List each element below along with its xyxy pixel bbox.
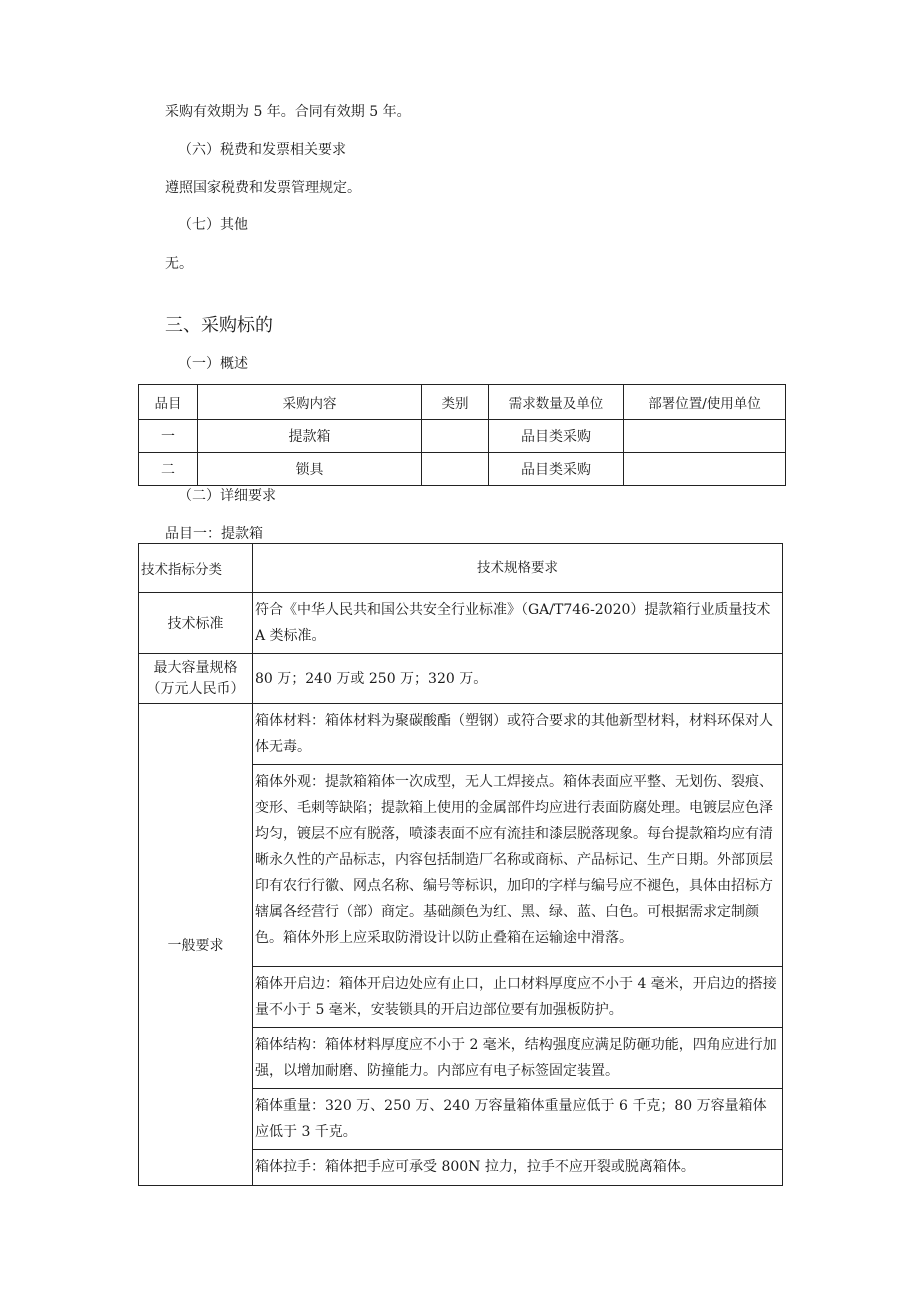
general-requirement-weight: 箱体重量：320 万、250 万、240 万容量箱体重量应低于 6 千克；80 万容量箱体应低于 3 千克。 <box>253 1089 783 1150</box>
header-content: 采购内容 <box>198 385 422 420</box>
general-requirement-handle: 箱体拉手：箱体把手应可承受 800N 拉力，拉手不应开裂或脱离箱体。 <box>253 1150 783 1186</box>
text-tech-standard: 符合《中华人民共和国公共安全行业标准》（GA/​T746-2020）提款箱行业质量技术A 类标准。 <box>253 593 783 654</box>
spec-header-row <box>139 544 783 593</box>
table-row <box>139 704 783 765</box>
validity-paragraph: 采购有效期为 5 年。合同有效期 5 年。 <box>165 104 411 120</box>
cell-quantity: 品目类采购 <box>489 420 624 453</box>
other-paragraph: 无。 <box>165 256 193 272</box>
general-requirement-structure: 箱体结构：箱体材料厚度应不小于 2 毫米，结构强度应满足防砸功能，四角应进行加强，以增加耐磨、防撞能力。内部应有电子标签固定装置。 <box>253 1028 783 1089</box>
header-category: 类别 <box>422 385 489 420</box>
cell-item: 二 <box>139 453 198 486</box>
header-item: 品目 <box>139 385 198 420</box>
header-indicator-category: 技术指标分类 <box>139 544 253 593</box>
general-requirement-appearance: 箱体外观：提款箱箱体一次成型，无人工焊接点。箱体表面应平整、无划伤、裂痕、变形、毛刺等缺陷；提款箱上使用的金属部件均应进行表面防腐处理。电镀层应色泽均匀，镀层不应有脱落，喷漆表面不应有流挂和漆层脱落现象。每台提款箱均应有清晰永久性的产品标志，内容包括制造厂名称或商标、产品标记、生产日期。外部顶层印有农行行徽、网点名称、编号等标识，加印的字样与编号应不褪色，具体由招标方辖属各经营行（部）商定。基础颜色为红、黑、绿、蓝、白色。可根据需求定制颜色。箱体外形上应采取防滑设计以防止叠箱在运输途中滑落。 <box>253 765 783 967</box>
cell-item: 一 <box>139 420 198 453</box>
header-quantity: 需求数量及单位 <box>489 385 624 420</box>
general-requirement-material: 箱体材料：箱体材料为聚碳酸酯（塑钢）或符合要求的其他新型材料，材料环保对人体无毒。 <box>253 704 783 765</box>
cell-location <box>624 453 786 486</box>
heading-tax-invoice: （六）税费和发票相关要求 <box>178 142 346 158</box>
general-requirement-opening-edge: 箱体开启边：箱体开启边处应有止口，止口材料厚度应不小于 4 毫米，开启边的搭接量不小于 5 毫米，安装锁具的开启边部位要有加强板防护。 <box>253 967 783 1028</box>
spec-table <box>138 543 783 1186</box>
section-title-procurement-target: 三、采购标的 <box>165 315 273 336</box>
cell-content: 锁具 <box>198 453 422 486</box>
cell-category <box>422 420 489 453</box>
item-one-title: 品目一：提款箱 <box>165 526 263 542</box>
table-row <box>139 453 786 486</box>
table-row <box>139 593 783 654</box>
overview-header-row <box>139 385 786 420</box>
heading-other: （七）其他 <box>178 217 248 233</box>
subheading-overview: （一）概述 <box>178 356 248 372</box>
header-location: 部署位置/使用单位 <box>624 385 786 420</box>
table-row <box>139 420 786 453</box>
cell-category <box>422 453 489 486</box>
cell-quantity: 品目类采购 <box>489 453 624 486</box>
label-general-requirements: 一般要求 <box>139 704 253 1186</box>
text-max-capacity: 80 万；240 万或 250 万；320 万。 <box>253 654 783 704</box>
label-max-capacity: 最大容量规格（万元人民币） <box>139 654 253 704</box>
cell-content: 提款箱 <box>198 420 422 453</box>
header-spec-requirements: 技术规格要求 <box>253 544 783 593</box>
overview-table <box>138 384 786 486</box>
table-row <box>139 654 783 704</box>
tax-paragraph: 遵照国家税费和发票管理规定。 <box>165 180 361 196</box>
label-tech-standard: 技术标准 <box>139 593 253 654</box>
cell-location <box>624 420 786 453</box>
subheading-detailed-requirements: （二）详细要求 <box>178 488 276 504</box>
